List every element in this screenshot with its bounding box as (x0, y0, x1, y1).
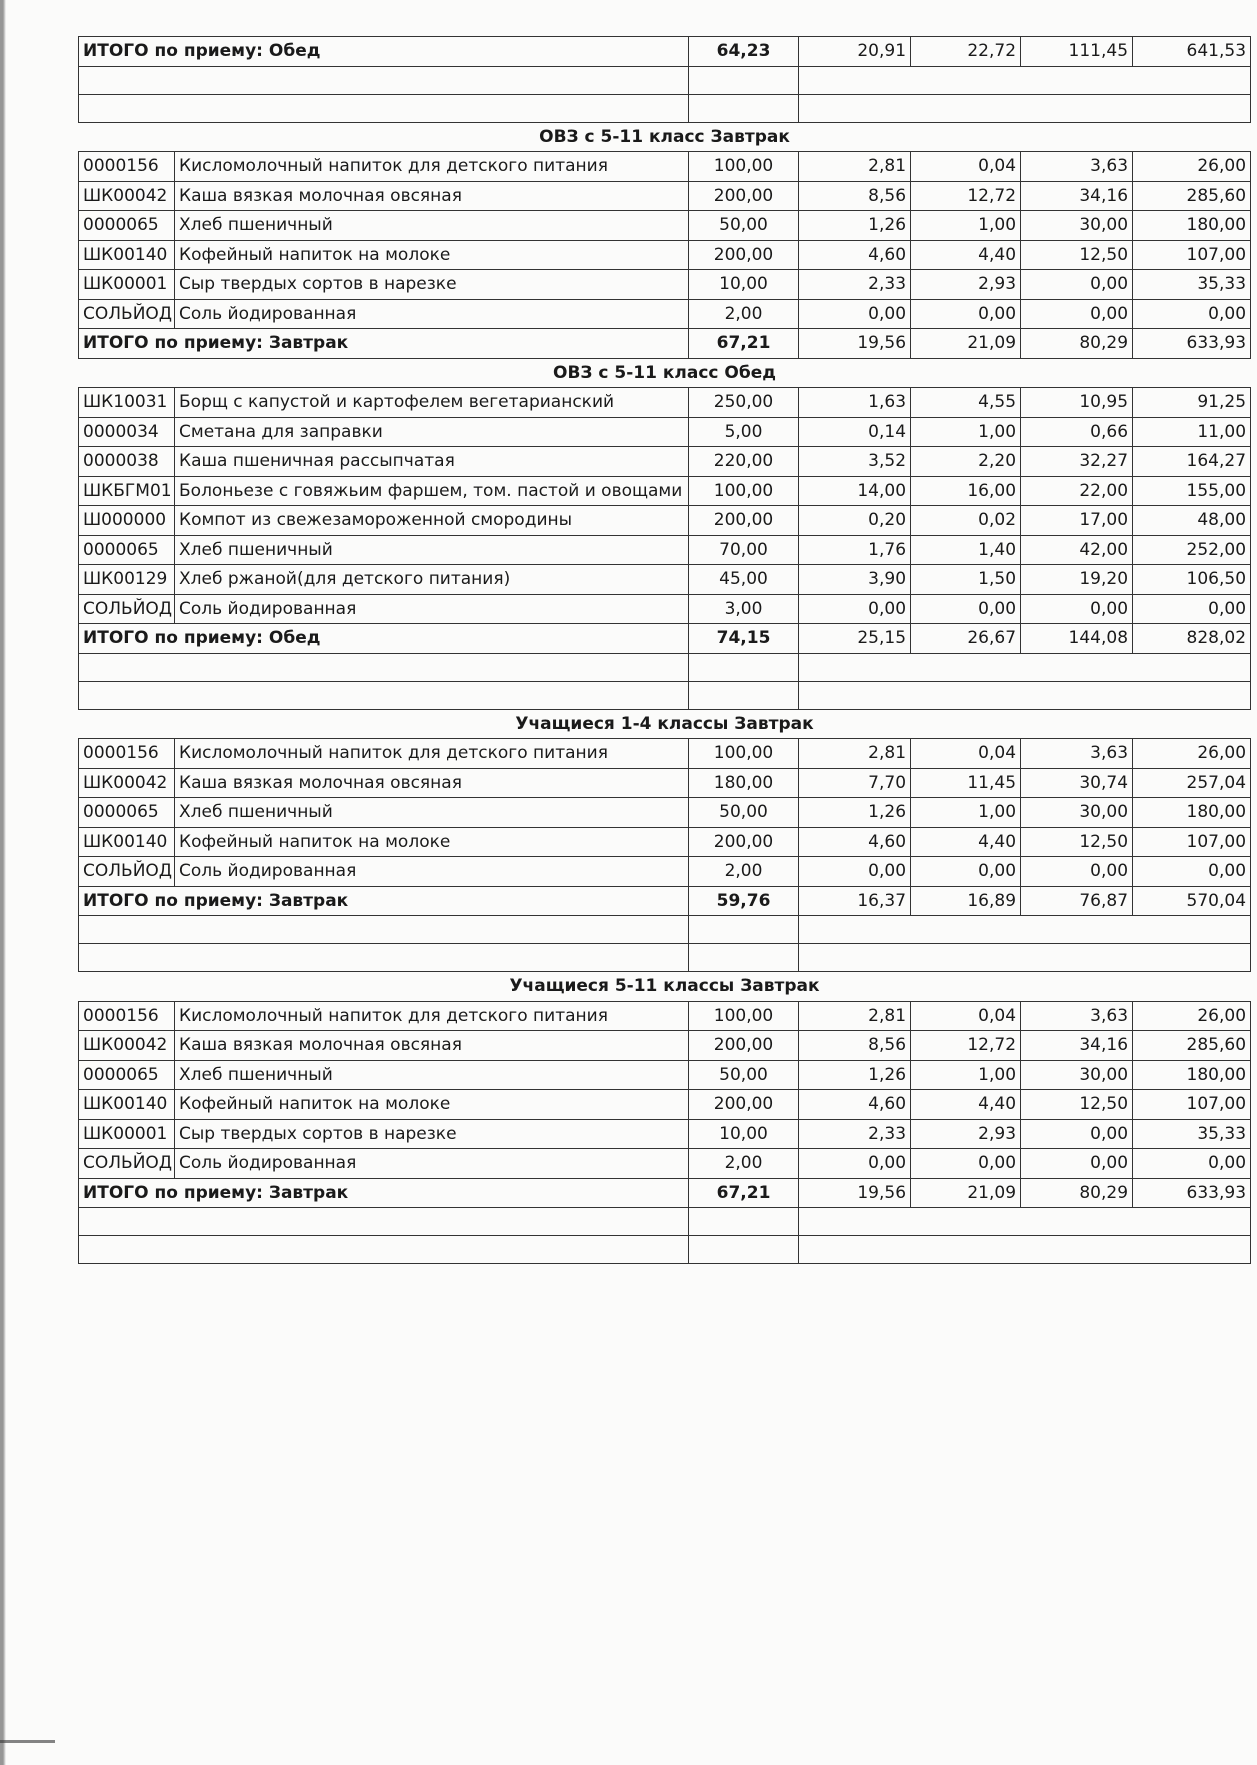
total-row (79, 37, 1251, 67)
dish-name: Хлеб пшеничный (175, 798, 689, 828)
dish-carbs: 42,00 (1021, 535, 1133, 565)
dish-fat: 16,00 (911, 476, 1021, 506)
dish-fat: 0,00 (911, 857, 1021, 887)
dish-fat: 4,40 (911, 240, 1021, 270)
dish-row (79, 565, 1251, 595)
dish-weight: 2,00 (689, 1149, 799, 1179)
dish-fat: 1,40 (911, 535, 1021, 565)
dish-code: ШК00140 (79, 827, 175, 857)
dish-weight: 10,00 (689, 270, 799, 300)
total-label: ИТОГО по приему: Завтрак (79, 329, 689, 359)
total-weight: 59,76 (689, 886, 799, 916)
total-carbs: 144,08 (1021, 624, 1133, 654)
dish-name: Соль йодированная (175, 1149, 689, 1179)
dish-carbs: 0,00 (1021, 1119, 1133, 1149)
total-label: ИТОГО по приему: Обед (79, 624, 689, 654)
dish-energy: 35,33 (1133, 1119, 1251, 1149)
dish-protein: 2,81 (799, 152, 911, 182)
dish-row (79, 270, 1251, 300)
dish-code: 0000156 (79, 739, 175, 769)
dish-carbs: 30,00 (1021, 1060, 1133, 1090)
dish-carbs: 3,63 (1021, 152, 1133, 182)
dish-protein: 8,56 (799, 1031, 911, 1061)
section-header (79, 358, 1251, 388)
dish-name: Болоньезе с говяжьим фаршем, том. пастой и овощами (175, 476, 689, 506)
blank-row (79, 916, 1251, 944)
dish-row (79, 768, 1251, 798)
total-fat: 21,09 (911, 1178, 1021, 1208)
dish-carbs: 30,00 (1021, 211, 1133, 241)
dish-name: Кофейный напиток на молоке (175, 1090, 689, 1120)
dish-carbs: 12,50 (1021, 827, 1133, 857)
dish-fat: 0,04 (911, 739, 1021, 769)
dish-row (79, 388, 1251, 418)
dish-code: 0000034 (79, 417, 175, 447)
dish-fat: 1,00 (911, 417, 1021, 447)
menu-table (78, 36, 1251, 1264)
total-protein: 19,56 (799, 329, 911, 359)
total-weight: 64,23 (689, 37, 799, 67)
dish-energy: 164,27 (1133, 447, 1251, 477)
dish-protein: 2,33 (799, 1119, 911, 1149)
dish-code: СОЛЬЙОД (79, 857, 175, 887)
total-row (79, 1178, 1251, 1208)
dish-code: ШК00042 (79, 1031, 175, 1061)
dish-energy: 106,50 (1133, 565, 1251, 595)
dish-protein: 0,14 (799, 417, 911, 447)
dish-carbs: 0,00 (1021, 594, 1133, 624)
total-weight: 67,21 (689, 1178, 799, 1208)
dish-energy: 0,00 (1133, 857, 1251, 887)
scan-edge (0, 0, 6, 1765)
dish-row (79, 417, 1251, 447)
dish-energy: 35,33 (1133, 270, 1251, 300)
dish-name: Сметана для заправки (175, 417, 689, 447)
blank-row (79, 1208, 1251, 1236)
section-title: ОВЗ с 5-11 класс Завтрак (79, 122, 1251, 152)
total-row (79, 329, 1251, 359)
total-row (79, 886, 1251, 916)
dish-fat: 4,40 (911, 827, 1021, 857)
blank-row (79, 66, 1251, 94)
dish-protein: 4,60 (799, 827, 911, 857)
total-protein: 19,56 (799, 1178, 911, 1208)
dish-fat: 11,45 (911, 768, 1021, 798)
dish-energy: 0,00 (1133, 299, 1251, 329)
dish-protein: 1,63 (799, 388, 911, 418)
total-carbs: 76,87 (1021, 886, 1133, 916)
dish-carbs: 3,63 (1021, 739, 1133, 769)
dish-carbs: 12,50 (1021, 240, 1133, 270)
dish-carbs: 0,00 (1021, 857, 1133, 887)
dish-weight: 3,00 (689, 594, 799, 624)
total-energy: 633,93 (1133, 1178, 1251, 1208)
dish-energy: 11,00 (1133, 417, 1251, 447)
blank-row (79, 653, 1251, 681)
dish-name: Кофейный напиток на молоке (175, 827, 689, 857)
dish-code: 0000065 (79, 1060, 175, 1090)
dish-name: Кофейный напиток на молоке (175, 240, 689, 270)
dish-row (79, 476, 1251, 506)
dish-name: Компот из свежезамороженной смородины (175, 506, 689, 536)
dish-row (79, 506, 1251, 536)
dish-carbs: 32,27 (1021, 447, 1133, 477)
dish-energy: 285,60 (1133, 181, 1251, 211)
dish-weight: 200,00 (689, 181, 799, 211)
dish-name: Хлеб ржаной(для детского питания) (175, 565, 689, 595)
dish-fat: 2,93 (911, 1119, 1021, 1149)
dish-code: 0000038 (79, 447, 175, 477)
dish-name: Каша пшеничная рассыпчатая (175, 447, 689, 477)
scan-edge-bottom (0, 1740, 55, 1743)
dish-weight: 100,00 (689, 476, 799, 506)
dish-carbs: 0,00 (1021, 299, 1133, 329)
dish-code: 0000065 (79, 798, 175, 828)
dish-row (79, 857, 1251, 887)
dish-code: ШКБГМ01 (79, 476, 175, 506)
total-energy: 633,93 (1133, 329, 1251, 359)
dish-row (79, 594, 1251, 624)
total-fat: 16,89 (911, 886, 1021, 916)
dish-energy: 91,25 (1133, 388, 1251, 418)
dish-protein: 0,00 (799, 299, 911, 329)
dish-fat: 4,40 (911, 1090, 1021, 1120)
dish-weight: 180,00 (689, 768, 799, 798)
total-protein: 16,37 (799, 886, 911, 916)
dish-name: Хлеб пшеничный (175, 535, 689, 565)
dish-weight: 220,00 (689, 447, 799, 477)
dish-row (79, 827, 1251, 857)
dish-carbs: 22,00 (1021, 476, 1133, 506)
dish-fat: 0,00 (911, 594, 1021, 624)
dish-weight: 10,00 (689, 1119, 799, 1149)
dish-fat: 0,04 (911, 1001, 1021, 1031)
dish-protein: 1,26 (799, 1060, 911, 1090)
dish-protein: 4,60 (799, 1090, 911, 1120)
dish-fat: 12,72 (911, 181, 1021, 211)
dish-weight: 2,00 (689, 299, 799, 329)
dish-row (79, 798, 1251, 828)
dish-weight: 200,00 (689, 1031, 799, 1061)
dish-name: Борщ с капустой и картофелем вегетарианский (175, 388, 689, 418)
dish-code: ШК00140 (79, 240, 175, 270)
dish-code: Ш000000 (79, 506, 175, 536)
section-header (79, 709, 1251, 739)
dish-energy: 180,00 (1133, 1060, 1251, 1090)
dish-code: ШК00042 (79, 181, 175, 211)
dish-name: Кисломолочный напиток для детского питания (175, 739, 689, 769)
dish-row (79, 240, 1251, 270)
dish-weight: 200,00 (689, 506, 799, 536)
blank-row (79, 1236, 1251, 1264)
dish-carbs: 3,63 (1021, 1001, 1133, 1031)
dish-name: Хлеб пшеничный (175, 211, 689, 241)
dish-carbs: 0,00 (1021, 270, 1133, 300)
dish-protein: 0,00 (799, 1149, 911, 1179)
total-energy: 828,02 (1133, 624, 1251, 654)
dish-code: ШК00001 (79, 1119, 175, 1149)
dish-weight: 50,00 (689, 798, 799, 828)
dish-code: СОЛЬЙОД (79, 1149, 175, 1179)
dish-row (79, 1090, 1251, 1120)
dish-row (79, 1060, 1251, 1090)
dish-row (79, 1031, 1251, 1061)
dish-code: 0000156 (79, 1001, 175, 1031)
dish-name: Соль йодированная (175, 299, 689, 329)
total-label: ИТОГО по приему: Завтрак (79, 1178, 689, 1208)
dish-weight: 50,00 (689, 211, 799, 241)
dish-protein: 7,70 (799, 768, 911, 798)
dish-name: Каша вязкая молочная овсяная (175, 1031, 689, 1061)
dish-protein: 3,90 (799, 565, 911, 595)
dish-code: ШК00140 (79, 1090, 175, 1120)
dish-code: СОЛЬЙОД (79, 594, 175, 624)
dish-weight: 45,00 (689, 565, 799, 595)
dish-energy: 48,00 (1133, 506, 1251, 536)
total-carbs: 111,45 (1021, 37, 1133, 67)
dish-code: ШК00129 (79, 565, 175, 595)
dish-row (79, 152, 1251, 182)
dish-fat: 0,00 (911, 1149, 1021, 1179)
dish-weight: 100,00 (689, 1001, 799, 1031)
blank-row (79, 681, 1251, 709)
dish-fat: 1,00 (911, 1060, 1021, 1090)
total-energy: 570,04 (1133, 886, 1251, 916)
dish-protein: 0,00 (799, 594, 911, 624)
total-carbs: 80,29 (1021, 1178, 1133, 1208)
section-title: Учащиеся 5-11 классы Завтрак (79, 972, 1251, 1002)
dish-protein: 4,60 (799, 240, 911, 270)
total-carbs: 80,29 (1021, 329, 1133, 359)
dish-row (79, 1149, 1251, 1179)
total-protein: 20,91 (799, 37, 911, 67)
section-title: ОВЗ с 5-11 класс Обед (79, 358, 1251, 388)
dish-row (79, 181, 1251, 211)
dish-energy: 0,00 (1133, 594, 1251, 624)
dish-energy: 26,00 (1133, 152, 1251, 182)
dish-fat: 2,20 (911, 447, 1021, 477)
dish-protein: 1,76 (799, 535, 911, 565)
section-header (79, 122, 1251, 152)
dish-carbs: 10,95 (1021, 388, 1133, 418)
total-energy: 641,53 (1133, 37, 1251, 67)
dish-weight: 100,00 (689, 739, 799, 769)
dish-name: Сыр твердых сортов в нарезке (175, 270, 689, 300)
dish-name: Соль йодированная (175, 857, 689, 887)
dish-energy: 107,00 (1133, 1090, 1251, 1120)
dish-code: ШК00001 (79, 270, 175, 300)
menu-table-body (79, 37, 1251, 1264)
dish-row (79, 447, 1251, 477)
dish-carbs: 0,00 (1021, 1149, 1133, 1179)
dish-fat: 0,02 (911, 506, 1021, 536)
dish-carbs: 34,16 (1021, 181, 1133, 211)
dish-code: 0000065 (79, 211, 175, 241)
dish-energy: 257,04 (1133, 768, 1251, 798)
dish-carbs: 34,16 (1021, 1031, 1133, 1061)
dish-protein: 0,00 (799, 857, 911, 887)
dish-protein: 2,81 (799, 739, 911, 769)
dish-energy: 0,00 (1133, 1149, 1251, 1179)
dish-code: ШК00042 (79, 768, 175, 798)
total-weight: 74,15 (689, 624, 799, 654)
dish-code: 0000065 (79, 535, 175, 565)
dish-energy: 180,00 (1133, 211, 1251, 241)
dish-fat: 0,00 (911, 299, 1021, 329)
dish-weight: 5,00 (689, 417, 799, 447)
dish-fat: 1,00 (911, 798, 1021, 828)
dish-row (79, 211, 1251, 241)
dish-fat: 1,00 (911, 211, 1021, 241)
dish-protein: 1,26 (799, 798, 911, 828)
dish-code: 0000156 (79, 152, 175, 182)
total-label: ИТОГО по приему: Завтрак (79, 886, 689, 916)
dish-fat: 12,72 (911, 1031, 1021, 1061)
dish-code: СОЛЬЙОД (79, 299, 175, 329)
dish-name: Каша вязкая молочная овсяная (175, 181, 689, 211)
dish-weight: 250,00 (689, 388, 799, 418)
total-protein: 25,15 (799, 624, 911, 654)
menu-document (78, 36, 1250, 1264)
dish-weight: 70,00 (689, 535, 799, 565)
dish-weight: 200,00 (689, 240, 799, 270)
dish-weight: 100,00 (689, 152, 799, 182)
total-label: ИТОГО по приему: Обед (79, 37, 689, 67)
dish-row (79, 739, 1251, 769)
dish-row (79, 535, 1251, 565)
dish-energy: 26,00 (1133, 1001, 1251, 1031)
dish-energy: 26,00 (1133, 739, 1251, 769)
dish-protein: 0,20 (799, 506, 911, 536)
dish-name: Хлеб пшеничный (175, 1060, 689, 1090)
dish-carbs: 0,66 (1021, 417, 1133, 447)
dish-name: Сыр твердых сортов в нарезке (175, 1119, 689, 1149)
dish-weight: 200,00 (689, 827, 799, 857)
total-fat: 22,72 (911, 37, 1021, 67)
blank-row (79, 94, 1251, 122)
dish-row (79, 1001, 1251, 1031)
dish-name: Каша вязкая молочная овсяная (175, 768, 689, 798)
dish-carbs: 17,00 (1021, 506, 1133, 536)
blank-row (79, 944, 1251, 972)
dish-protein: 2,33 (799, 270, 911, 300)
section-title: Учащиеся 1-4 классы Завтрак (79, 709, 1251, 739)
dish-fat: 2,93 (911, 270, 1021, 300)
dish-name: Кисломолочный напиток для детского питания (175, 152, 689, 182)
total-weight: 67,21 (689, 329, 799, 359)
dish-protein: 3,52 (799, 447, 911, 477)
dish-energy: 285,60 (1133, 1031, 1251, 1061)
total-fat: 26,67 (911, 624, 1021, 654)
dish-energy: 180,00 (1133, 798, 1251, 828)
dish-protein: 14,00 (799, 476, 911, 506)
dish-protein: 8,56 (799, 181, 911, 211)
dish-energy: 252,00 (1133, 535, 1251, 565)
dish-energy: 155,00 (1133, 476, 1251, 506)
dish-carbs: 30,74 (1021, 768, 1133, 798)
dish-fat: 1,50 (911, 565, 1021, 595)
total-row (79, 624, 1251, 654)
dish-weight: 2,00 (689, 857, 799, 887)
dish-code: ШК10031 (79, 388, 175, 418)
dish-name: Соль йодированная (175, 594, 689, 624)
dish-carbs: 19,20 (1021, 565, 1133, 595)
dish-name: Кисломолочный напиток для детского питания (175, 1001, 689, 1031)
dish-carbs: 12,50 (1021, 1090, 1133, 1120)
dish-protein: 1,26 (799, 211, 911, 241)
dish-fat: 4,55 (911, 388, 1021, 418)
dish-weight: 200,00 (689, 1090, 799, 1120)
total-fat: 21,09 (911, 329, 1021, 359)
section-header (79, 972, 1251, 1002)
dish-carbs: 30,00 (1021, 798, 1133, 828)
dish-weight: 50,00 (689, 1060, 799, 1090)
dish-row (79, 299, 1251, 329)
dish-row (79, 1119, 1251, 1149)
dish-protein: 2,81 (799, 1001, 911, 1031)
dish-energy: 107,00 (1133, 240, 1251, 270)
dish-fat: 0,04 (911, 152, 1021, 182)
dish-energy: 107,00 (1133, 827, 1251, 857)
